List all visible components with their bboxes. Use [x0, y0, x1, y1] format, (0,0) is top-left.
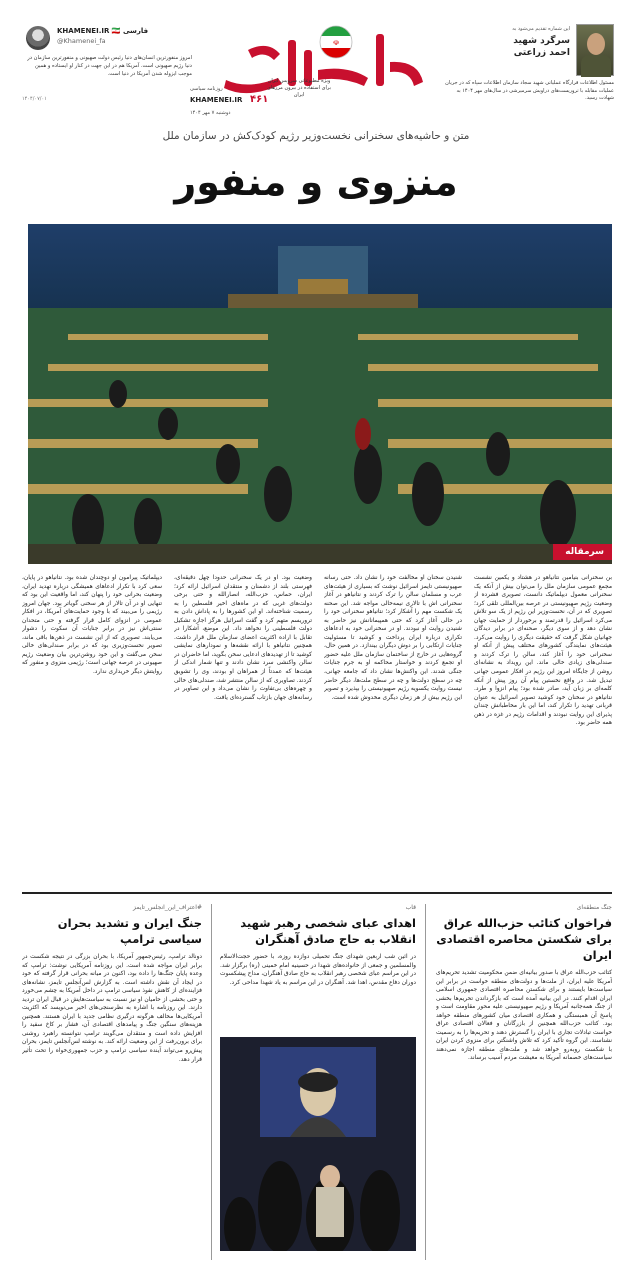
article-hezbollah	[436, 904, 612, 1260]
article-abaya	[220, 904, 416, 1260]
editorial-column-4: دیپلماتیک پیرامون او دوچندان شده بود. نتانیاهو در پایان، سعی کرد با تکرار ادعاهای همیشگی درباره تهدید ایران، وضعیت بحرانی خود را پنهان کند، اما واقعیت این بود که تنهایی او در آن تالار از هر سخنی گویاتر بود. جهان امروز رژیمی را می‌بیند که با وجود حمایت‌های آمریکا، در افکار عمومی در انزوای کامل قرار گرفته و حتی متحدان سنتی‌اش نیز در برابر جنایات آن سکوت را دشوار می‌یابند. تصویری که از این نشست در ذهن‌ها باقی ماند، تصویر نخست‌وزیری بود که در برابر صندلی‌های خالی سخن می‌گفت و این خود روشن‌ترین بیان وضعیت رژیم صهیونی در عرصه جهانی است؛ رژیمی منزوی و منفور که روایتش دیگر خریداری ندارد.	[22, 575, 162, 676]
un-assembly-photo	[28, 224, 612, 564]
main-photo	[28, 224, 612, 564]
article-title[interactable]: جنگ ایران و تشدید بحران سیاسی ترامپ	[57, 916, 202, 946]
article-title[interactable]: فراخوان کتائب حزب‌الله عراق برای شکستن محاصره اقتصادی ایران	[436, 916, 612, 962]
article-text: دونالد ترامپ، رئیس‌جمهور آمریکا، با بحران بزرگی در نتیجه شکست در برابر ایران مواجه شده است. این روزنامه آمریکایی نوشت: ترامپ که وعده پایان جنگ‌ها را داده بود، اکنون در میانه بحرانی قرار گرفته که خود در ایجاد آن نقش داشته است. به گزارش لس‌آنجلس تایمز، نشانه‌های فزاینده‌ای از کاهش نفوذ سیاسی ترامپ در داخل آمریکا به چشم می‌خورد و حتی بخشی از حامیان او نیز نسبت به سیاست‌هایش در قبال ایران تردید دارند. این روزنامه با اشاره به نظرسنجی‌های اخیر می‌نویسد که اکثریت آمریکایی‌ها مخالف هرگونه درگیری نظامی جدید با ایران هستند. همچنین هزینه‌های سنگین جنگ و پیامدهای اقتصادی آن، فشار بر کاخ سفید را افزایش داده است و منتقدان می‌گویند ترامپ نتوانسته راهبرد روشنی برای برون‌رفت از این وضعیت ارائه کند. به نوشته لس‌آنجلس تایمز، بحران پیش‌رو می‌تواند آینده سیاسی ترامپ و حزب جمهوری‌خواه را تحت تأثیر قرار دهد.	[22, 954, 202, 1063]
column-divider	[211, 904, 212, 1260]
martyr-photo	[576, 24, 614, 76]
column-divider	[425, 904, 426, 1260]
headline: منزوی و منفور	[174, 160, 458, 204]
tweet-card	[22, 24, 192, 104]
editorial-column-3: وضعیت بود. او در یک سخنرانی حدوداً چهل دقیقه‌ای، فهرستی بلند از دشمنان و منتقدان اسرائیل ارائه کرد؛ ایران، حماس، حزب‌الله، انصارالله و حتی برخی دولت‌های غربی که در ماه‌های اخیر فلسطین را به رسمیت شناخته‌اند. او این کشورها را به پاداش دادن به تروریسم متهم کرد و گفت اسرائیل هرگز اجازه تشکیل دولت فلسطینی را نخواهد داد. این موضع، آشکارا در تقابل با اراده اکثریت اعضای سازمان ملل قرار داشت. همچنین نتانیاهو با ارائه نقشه‌ها و نمودارهای نمایشی کوشید تا از تهدیدهای ادعایی سخن بگوید، اما حاضران در سالن واکنشی سرد نشان دادند و تنها شمار اندکی از هیئت‌ها که عمدتاً از همراهان او بودند، وی را تشویق کردند. تصاویری که از سالن منتشر شد، صندلی‌های خالی و چهره‌های بی‌تفاوت را نشان می‌داد و این تصاویر در رسانه‌های جهان بازتاب گسترده‌ای یافت.	[174, 575, 312, 701]
martyr-box	[442, 24, 614, 108]
martyr-rank: سرگرد شهید	[513, 36, 570, 46]
flag-icon	[318, 24, 354, 60]
subheadline: متن و حاشیه‌های سخنرانی نخست‌وزیر رژیم کودک‌کش در سازمان ملل	[162, 130, 470, 142]
issue-number: ۴۶۱	[250, 94, 269, 105]
article-text: در آئین شب اربعین شهدای جنگ تحمیلی دوازده روزه، با حضور حجت‌الاسلام والمسلمین و جمعی از خانواده‌های شهدا در حسینیه امام خمینی (ره) برگزار شد. در این مراسم عبای شخصی رهبر انقلاب به حاج صادق آهنگران، مداح پیشکسوت دوران دفاع مقدس، اهدا شد. آهنگران در این مراسم به یاد شهدا مداحی کرد.	[220, 954, 416, 986]
ceremony-photo	[220, 1037, 416, 1251]
site-name[interactable]: KHAMENEI.IR	[190, 96, 243, 104]
article-kicker: جنگ منطقه‌ای	[576, 904, 612, 911]
editorial-label: سرمقاله	[553, 544, 612, 560]
edition-label: روزنامه سیاسی	[190, 86, 223, 92]
tweet-author: KHAMENEI.IR 🇮🇷 فارسی	[57, 27, 149, 35]
tweet-text: امروز منفورترین انسان‌های دنیا رئیس دولت صهیونی و منفورترین سازمان در دنیا رژیم صهیونی است. آمریکا هم در این جهت در کنار او ایستاده و همین موجب ایزوله شدن آمریکا در دنیا است.	[27, 55, 192, 78]
article-trump	[22, 904, 202, 1260]
martyr-description: مسئول اطلاعات قرارگاه عملیاتی شهید سجاد سازمان اطلاعات سپاه که در جریان عملیات مقابله با تروریست‌های دراویش سرمیرشی در سال‌های مهر ۱۴۰۴ به شهادت رسید.	[445, 80, 614, 101]
masthead-tagline: ویژه مطبوعاتی سرویس ایران برای استفاده در بیرون مرزهای ایران	[266, 78, 332, 98]
article-kicker[interactable]: #اعتراف_این_انجلس_تایمز	[133, 904, 202, 911]
article-kicker: قاب	[405, 904, 416, 911]
editorial-column-1: بن سخنرانی بنیامین نتانیاهو در هشتاد و یکمین نشست مجمع عمومی سازمان ملل را می‌توان بیش از آنکه یک سخنرانی معمول دیپلماتیک دانست، تصویری فشرده از وضعیت رژیم صهیونیستی در عرصه بین‌المللی تلقی کرد؛ تصویری که در آن، نخست‌وزیر این رژیم از یک سو تلاش می‌کرد اسرائیل را قدرتمند و برخوردار از حمایت جهان نشان دهد و از سوی دیگر، صحنه‌ای در برابر دیدگان جهانیان شکل گرفت که حقیقت دیگری را روایت می‌کرد. هیئت‌های نمایندگی کشورهای مختلف پیش از آنکه او سخنرانی خود را آغاز کند، سالن را ترک کردند و صندلی‌های زیادی خالی ماند. این رویداد به نشانه‌ای روشن از جایگاه امروز این رژیم در افکار عمومی جهانی تبدیل شد. در واقع نخستین پیام آن روز پیش از آنکه کلمه‌ای بر زبان آید، صادر شده بود؛ پیام انزوا و طرد. نتانیاهو در سخنان خود کوشید تصویر اسرائیل به عنوان قربانی تهدید را تکرار کند، اما این بار مخاطبانش چندان پذیرای این روایت نبودند و اقدامات رژیم در غزه در ذهن همه حاضر بود.	[474, 575, 612, 727]
section-divider	[22, 892, 612, 894]
martyr-name: احمد زراعتی	[513, 48, 570, 58]
martyr-kicker: این شماره تقدیم می‌شود به	[512, 26, 570, 32]
article-text: کتائب حزب‌الله عراق با صدور بیانیه‌ای ضمن محکومیت تشدید تحریم‌های آمریکا علیه ایران، از ملت‌ها و دولت‌های منطقه خواست در برابر این سیاست‌ها بایستند و برای شکستن محاصره اقتصادی جمهوری اسلامی ایران اقدام کنند. در این بیانیه آمده است که بازگرداندن تحریم‌ها بخشی از جنگ همه‌جانبه آمریکا و رژیم صهیونیستی علیه محور مقاومت است و پاسخ آن همبستگی و همکاری اقتصادی میان کشورهای منطقه خواهد بود. کتائب حزب‌الله همچنین از بازرگانان و فعالان اقتصادی عراق خواست تبادلات تجاری با ایران را گسترش دهند و تحریم‌ها را به رسمیت نشناسند. این گروه تأکید کرد که تلاش واشنگتن برای منزوی کردن ایران با شکست روبه‌رو خواهد شد و ملت‌های منطقه اجازه نمی‌دهند سیاست‌های خصمانه آمریکا به معیشت مردم آسیب برساند.	[436, 970, 612, 1062]
svg-text:☫: ☫	[332, 39, 340, 47]
editorial-column-2: شنیدن سخنان او مخالفت خود را نشان داد. حتی رسانه صهیونیستی تایمز اسرائیل نوشت که بسیاری از هیئت‌های عرب و مسلمان سالن را ترک کردند و نتانیاهو در آغاز سخنرانی اش با تالاری نیمه‌خالی مواجه شد. این صحنه یک شکست مهم را آشکار کرد؛ نتانیاهو سخنرانی خود را در حالی آغاز کرد که حتی همپیمانانش نیز حاضر به شنیدن روایت او نبودند. او در سخنرانی خود به ادعاهای تکراری درباره ایران پرداخت و کوشید تا مسئولیت جنایات ارتکابی را بر دوش دیگران بیندازد. در همین حال، گروه‌هایی در خارج از ساختمان سازمان ملل علیه حضور او تجمع کردند و خواستار محاکمه او به جرم جنایات جنگی شدند. این واکنش‌ها نشان داد که جامعه جهانی، چه در سطح دولت‌ها و چه در سطح ملت‌ها، دیگر حاضر نیست روایت یکسویه رژیم صهیونیستی را بپذیرد و تصویر این رژیم بیش از هر زمان دیگری مخدوش شده است.	[324, 575, 462, 701]
issue-date: دوشنبه ۷ مهر ۱۴۰۴	[190, 110, 231, 116]
article-title[interactable]: اهدای عبای شخصی رهبر شهید انقلاب به حاج صادق آهنگران	[240, 916, 416, 946]
tweet-handle: @Khamenei_fa	[57, 37, 106, 45]
avatar	[26, 26, 50, 50]
tweet-date: ۱۴۰۴/۰۷/۰۱	[22, 96, 47, 102]
masthead	[190, 12, 440, 122]
